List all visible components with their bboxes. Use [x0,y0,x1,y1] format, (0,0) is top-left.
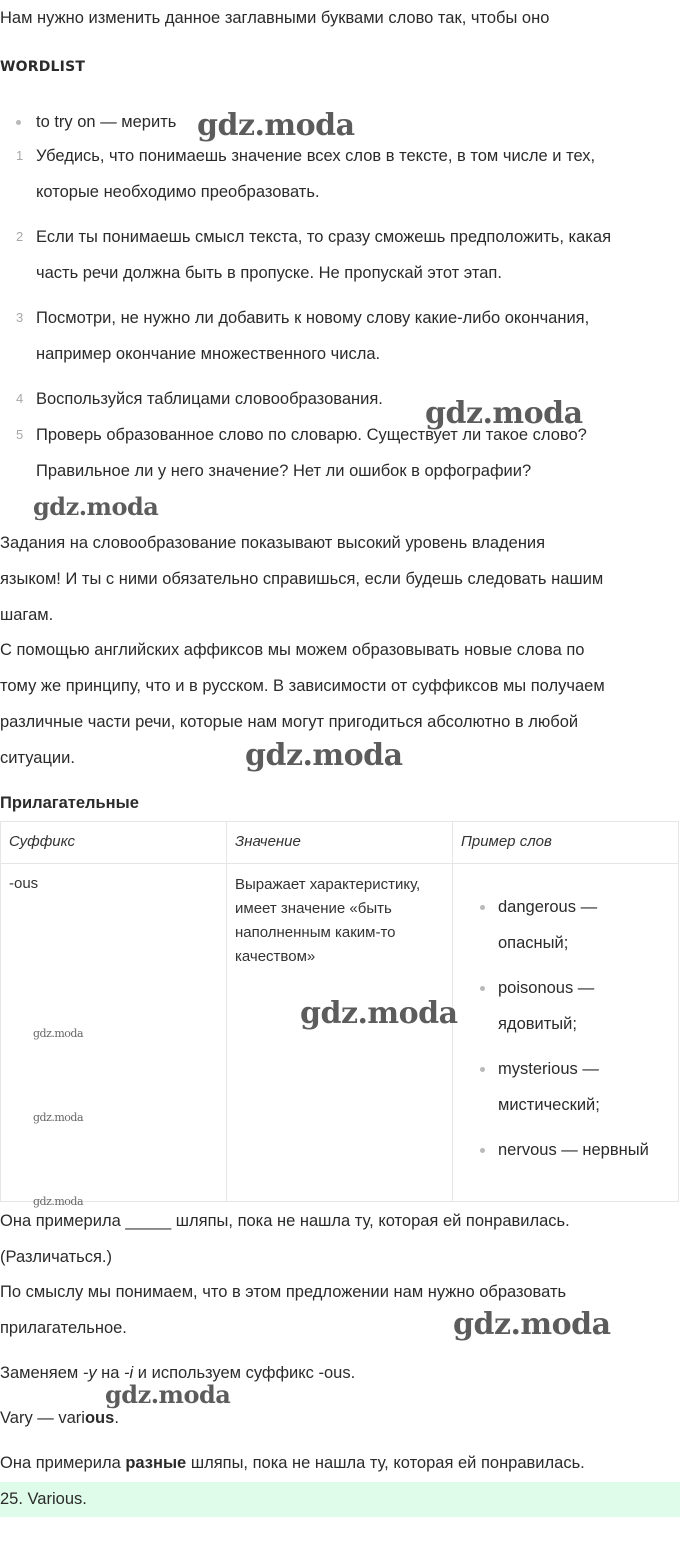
paragraph-line: С помощью английских аффиксов мы можем образовывать новые слова по [0,641,585,659]
explain-line: По смыслу мы понимаем, что в этом предложении нам нужно образовать [0,1283,567,1301]
table-header-suffix: Суффикс [9,833,75,850]
example-word: poisonous — [498,979,595,997]
example-item [470,889,675,961]
rule-i: -i [124,1364,134,1382]
table-divider [226,822,227,1201]
result-text: шляпы, пока не нашла ту, которая ей понравилась. [186,1454,585,1472]
step-text: Если ты понимаешь смысл текста, то сразу сможешь предположить, какая [36,228,612,246]
task-hint: (Различаться.) [0,1248,112,1266]
table-header-meaning: Значение [235,833,301,850]
intro-line: Нам нужно изменить данное заглавными буквами слово так, чтобы оно [0,9,550,27]
wordlist-heading: WORDLIST [0,59,86,75]
example-word: dangerous — [498,898,598,916]
example-translation: мистический; [498,1096,600,1114]
step-text: Воспользуйся таблицами словообразования. [36,390,383,408]
bullet-icon [480,1067,485,1072]
watermark-logo: gdz.moda [33,1195,84,1208]
derivation-suffix: ous [84,1409,115,1427]
watermark-logo: gdz.moda [33,492,159,521]
example-item [470,1132,675,1168]
explain-line: прилагательное. [0,1319,127,1337]
watermark-logo: gdz.moda [33,1027,84,1040]
watermark-logo: gdz.moda [300,996,458,1031]
paragraph-line: языком! И ты с ними обязательно справишься, если будешь следовать нашим [0,570,604,588]
watermark-logo: gdz.moda [453,1307,611,1342]
answer-box [0,1482,680,1517]
section-heading: Прилагательные [0,794,139,812]
paragraph-line: шагам. [0,606,54,624]
step-text: Убедись, что понимаешь значение всех слов в тексте, в том числе и тех, [36,147,596,165]
rule-line [0,1355,680,1391]
rule-text: на [96,1364,125,1382]
step-item [0,219,680,291]
watermark-logo: gdz.moda [197,108,355,143]
paragraph-line: различные части речи, которые нам могут пригодиться абсолютно в любой [0,713,579,731]
meaning-line: Выражает характеристику, [235,876,421,893]
step-text-cont: например окончание множественного числа. [36,345,381,363]
bullet-icon [480,905,485,910]
step-item [0,138,680,210]
example-translation: опасный; [498,934,569,952]
step-number: 3 [16,310,24,325]
watermark-logo: gdz.moda [245,738,403,773]
meaning-line: имеет значение «быть [235,900,392,917]
step-number: 1 [16,148,24,163]
result-text: Она примерила [0,1454,126,1472]
derivation-line [0,1400,680,1436]
example-item [470,1051,675,1123]
result-answer-word: разные [125,1454,187,1472]
example-word: nervous — нервный [498,1141,649,1159]
bullet-icon [16,120,21,125]
table-header-row [1,822,678,864]
result-sentence [0,1445,680,1481]
example-word: mysterious — [498,1060,599,1078]
bullet-icon [480,1148,485,1153]
paragraph-line: ситуации. [0,749,75,767]
step-text-cont: которые необходимо преобразовать. [36,183,320,201]
example-translation: ядовитый; [498,1015,577,1033]
step-item [0,300,680,372]
meaning-line: наполненным каким-то [235,924,396,941]
watermark-logo: gdz.moda [33,1111,84,1124]
task-sentence: Она примерила _____ шляпы, пока не нашла ту, которая ей понравилась. [0,1212,570,1230]
step-number: 2 [16,229,24,244]
step-text: Проверь образованное слово по словарю. Существует ли такое слово? [36,426,587,444]
rule-text: и используем суффикс -ous. [133,1364,356,1382]
paragraph-line: тому же принципу, что и в русском. В зависимости от суффиксов мы получаем [0,677,605,695]
table-cell-suffix: -ous [9,875,39,892]
step-number: 4 [16,391,24,406]
table-cell-examples [470,889,675,1177]
paragraph-line: Задания на словообразование показывают высокий уровень владения [0,534,546,552]
step-number: 5 [16,427,24,442]
step-text: Посмотри, не нужно ли добавить к новому слову какие-либо окончания, [36,309,590,327]
wordlist-item-text: to try on — мерить [36,113,177,131]
step-text-cont: часть речи должна быть в пропуске. Не пропускай этот этап. [36,264,502,282]
rule-y: -y [82,1364,97,1382]
answer-text: 25. Various. [0,1490,87,1508]
watermark-logo: gdz.moda [425,396,583,431]
rule-text: Заменяем [0,1364,83,1382]
steps-list [0,138,680,489]
table-header-examples: Пример слов [461,833,552,850]
example-item [470,970,675,1042]
watermark-logo: gdz.moda [105,1380,231,1409]
meaning-line: качеством» [235,948,316,965]
table-cell-meaning [235,873,445,969]
derivation-text: . [114,1409,119,1427]
step-text-cont: Правильное ли у него значение? Нет ли ошибок в орфографии? [36,462,532,480]
bullet-icon [480,986,485,991]
derivation-text: Vary — vari [0,1409,85,1427]
